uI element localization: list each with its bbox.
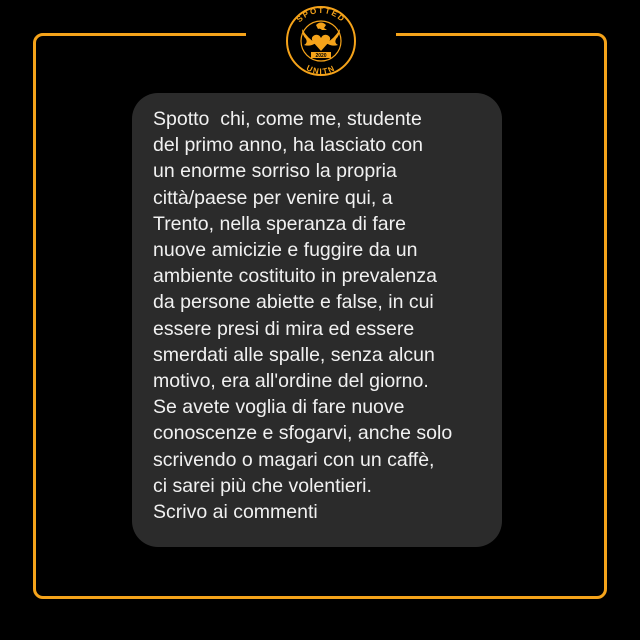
logo-year: 2020	[315, 53, 327, 59]
message-line: da persone abiette e false, in cui	[153, 291, 434, 314]
message-line: scrivendo o magari con un caffè,	[153, 448, 435, 471]
message-line: nuove amicizie e fuggire da un	[153, 239, 418, 262]
message-line: Trento, nella speranza di fare	[153, 212, 406, 235]
message-line: ambiente costituito in prevalenza	[153, 265, 437, 288]
message-line: del primo anno, ha lasciato con	[153, 134, 423, 157]
message-line: Se avete voglia di fare nuove	[153, 396, 405, 419]
message-line: conoscenze e sfogarvi, anche solo	[153, 422, 453, 445]
message-line: Spotto chi, come me, studente	[153, 108, 422, 130]
spotted-unitn-logo	[280, 3, 362, 77]
logo-text-top: SPOTTED	[294, 5, 348, 25]
message-line: un enorme sorriso la propria	[153, 160, 397, 183]
logo-text-bottom: UNITN	[304, 63, 338, 77]
message-line: smerdati alle spalle, senza alcun	[153, 343, 435, 366]
message-line: motivo, era all'ordine del giorno.	[153, 370, 429, 393]
message-line: Scrivo ai commenti	[153, 501, 318, 524]
message-line: città/paese per venire qui, a	[153, 186, 393, 209]
eagle-heart-icon	[280, 3, 362, 77]
message-line: ci sarei più che volentieri.	[153, 474, 372, 497]
message-bubble	[132, 93, 502, 547]
message-line: essere presi di mira ed essere	[153, 317, 415, 340]
